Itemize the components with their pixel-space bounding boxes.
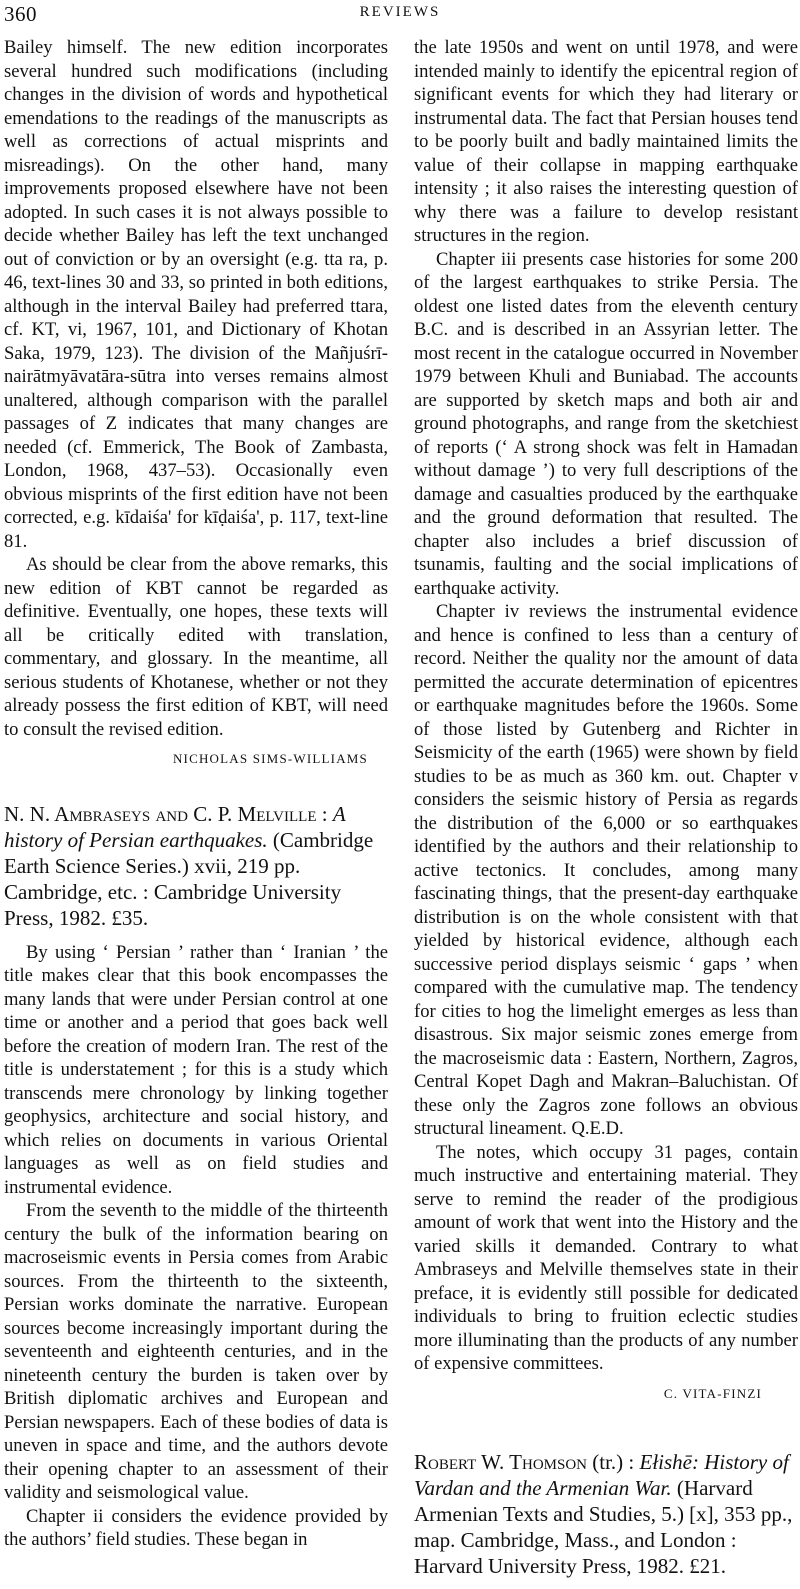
paragraph: Chapter iii presents case histories for some 200 of the largest earthquakes to strike Persia. The oldest one listed dates from the eleventh century B.C. and is described in an Assyrian letter. The most recent in the catalogue occurred in November 1979 between Khuli and Buniabad. The accounts are supported by sketch maps and both air and ground photographs, and range from the sketchiest of reports (‘ A strong shock was felt in Hamadan without damage ’) to very full descriptions of the damage and casualties produced by the earthquake and the ground deformation that resulted. The chapter also includes a brief discussion of tsunamis, faulting and the social implications of earthquake activity.: [414, 248, 798, 599]
running-head: REVIEWS: [359, 4, 441, 20]
reviewer-signature: NICHOLAS SIMS-WILLIAMS: [172, 751, 368, 766]
paragraph: The notes, which occupy 31 pages, contain much instructive and entertaining material. They serve to remind the reader of the prodigious amount of work that went into the History and the varied skills it demanded. Contrary to what Ambraseys and Melville themselves state in their preface, it is evidently still possible for dedicated individuals to bring to fruition eclectic studies more illuminating than the products of any number of expensive committees.: [414, 1141, 798, 1374]
paragraph: From the seventh to the middle of the thirteenth century the bulk of the information bearing on macroseismic events in Persia comes from Arabic sources. From the thirteenth to the sixteenth, Persian works dominate the narrative. European sources become increasingly important during the seventeenth and eighteenth centuries, and in the nineteenth century the burden is taken over by British diplomatic archives and European and Persian newspapers. Each of these bodies of data is uneven in space and time, and the authors devote their opening chapter to an assessment of their validity and seismological value.: [4, 1200, 388, 1503]
page-header: [0, 0, 800, 28]
paragraph: Chapter ii considers the evidence provided by the authors’ field studies. These began in: [4, 1505, 388, 1550]
paragraph: Bailey himself. The new edition incorporates several hundred such modifications (including changes in the division of words and hypothetical emendations to the readings of the manuscripts as well as corrections of actual misprints and misreadings). On the other hand, many improvements proposed elsewhere have not been adopted. In such cases it is not always possible to decide whether Bailey has left the text unchanged out of conviction or by an oversight (e.g. tta ra, p. 46, text-lines 30 and 33, so printed in both editions, although in the interval Bailey had preferred ttara, cf. KT, vi, 1967, 101, and Dictionary of Khotan Saka, 1979, 123). The division of the Mañjuśrī-nairātmyāvatāra-sūtra into verses remains almost unaltered, although comparison with the parallel passages of Z indicates that many changes are needed (cf. Emmerick, The Book of Zambasta, London, 1968, 437–53). Occasionally even obvious misprints of the first edition have not been corrected, e.g. kīdaiśa' for kīḍaiśa', p. 117, text-line 81.: [4, 37, 388, 552]
reviewer-signature: C. VITA-FINZI: [663, 1385, 762, 1401]
review-heading: [414, 1449, 798, 1579]
book-title: Ełishē: History of Vardan and the Armenian War.: [414, 1450, 789, 1500]
translator-note: (tr.) :: [587, 1450, 640, 1474]
book-details: (Cambridge Earth Science Series.) xvii, 219 pp. Cambridge, etc. : Cambridge University Press, 1982. £35.: [4, 827, 374, 930]
review-authors: N. N. Ambraseys and C. P. Melville: [4, 801, 317, 826]
paragraph: Chapter iv reviews the instrumental evidence and hence is confined to less than a century of record. Neither the quality nor the amount of data permitted the accurate determination of epicentres or earthquake magnitudes before the 1960s. Some of those listed by Gutenberg and Richter in Seismicity of the earth (1965) were shown by field studies to be as much as 360 km. out. Chapter v considers the seismic history of Persia as regards the distribution of the 6,000 or so earthquakes identified by the authors and their relationship to active tectonics. It concludes, among many fascinating things, that the present-day earthquake distribution is on the whole consistent with that yielded by historical evidence, although each successive period displays seismic ‘ gaps ’ when compared with the cumulative map. The tendency for cities to hog the limelight emerges as less than disastrous. Six major seismic zones emerge from the macroseismic data : Eastern, Northern, Zagros, Central Kopet Dagh and Makran–Baluchistan. Of these only the Zagros zone follows an obvious structural lineament. Q.E.D.: [414, 601, 798, 1139]
paragraph: By using ‘ Persian ’ rather than ‘ Iranian ’ the title makes clear that this book encompasses the many lands that were under Persian control at one time or another and a period that goes back well before the creation of modern Iran. The rest of the title is understatement ; for this is a study which transcends mere chronology by linking together geophysics, architecture and social history, and which relies on documents in various Oriental languages as well as on field studies and instrumental evidence.: [4, 941, 388, 1198]
left-column: [4, 36, 388, 1552]
paragraph: As should be clear from the above remarks, this new edition of KBT cannot be regarded as definitive. Eventually, one hopes, these texts will all be critically edited with translation, commentary, and glossary. In the meantime, all serious students of Khotanese, whether or not they already possess the first edition of KBT, will need to consult the revised edition.: [4, 554, 388, 740]
book-title: A history of Persian earthquakes.: [4, 801, 346, 852]
book-details: (Harvard Armenian Texts and Studies, 5.) [x], 353 pp., map. Cambridge, Mass., and London : Harvard University Press, 1982. £21.: [414, 1476, 793, 1578]
review-author: Robert W. Thomson: [414, 1450, 587, 1474]
right-column: [414, 36, 798, 1589]
review-heading: [4, 801, 388, 931]
page-number: 360: [4, 2, 37, 26]
paragraph: the late 1950s and went on until 1978, and were intended mainly to identify the epicentral region of significant events for which they had literary or instrumental data. The fact that Persian houses tend to be poorly built and badly maintained limits the value of their collapse in mapping earthquake intensity ; it also raises the interesting question of why there was a failure to develop resistant structures in the region.: [414, 37, 798, 246]
heading-colon: :: [316, 801, 333, 826]
